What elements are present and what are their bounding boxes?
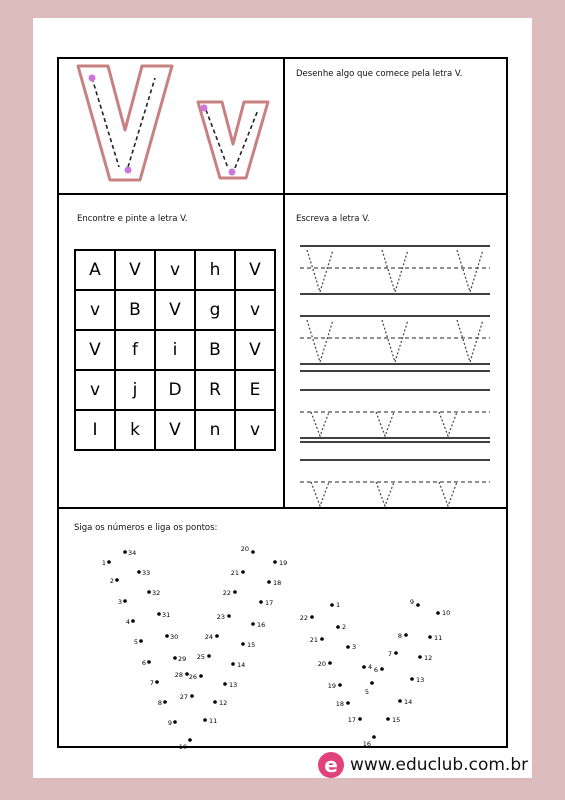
grid-cell[interactable]: j xyxy=(115,370,155,410)
dot-point[interactable] xyxy=(137,570,141,574)
grid-cell[interactable]: v xyxy=(235,290,275,330)
grid-cell[interactable]: i xyxy=(155,330,195,370)
dot-point[interactable] xyxy=(346,701,350,705)
trace-v-guide xyxy=(382,320,408,362)
grid-cell[interactable]: V xyxy=(235,250,275,290)
dot-label: 15 xyxy=(392,716,401,724)
panel-divider-top xyxy=(57,193,508,195)
grid-row xyxy=(75,370,275,410)
dot-label: 19 xyxy=(279,559,288,567)
educlub-logo-icon: e xyxy=(318,752,344,778)
dot-label: 34 xyxy=(128,549,137,557)
dot-label: 13 xyxy=(416,676,425,684)
dot-point[interactable] xyxy=(310,615,314,619)
dot-label: 3 xyxy=(117,598,122,606)
dot-label: 26 xyxy=(188,673,197,681)
grid-cell[interactable]: n xyxy=(195,410,235,450)
dot-label: 11 xyxy=(209,717,218,725)
dot-label: 2 xyxy=(342,623,347,631)
dot-label: 5 xyxy=(133,638,138,646)
grid-row xyxy=(75,330,275,370)
dot-label: 15 xyxy=(247,641,256,649)
grid-cell[interactable]: k xyxy=(115,410,155,450)
dot-point[interactable] xyxy=(227,614,231,618)
dot-label: 23 xyxy=(216,613,225,621)
dot-point[interactable] xyxy=(213,700,217,704)
dot-point[interactable] xyxy=(115,578,119,582)
dot-label: 22 xyxy=(299,614,308,622)
grid-cell[interactable]: V xyxy=(75,330,115,370)
dot-point[interactable] xyxy=(404,633,408,637)
dot-label: 2 xyxy=(109,577,114,585)
dot-label: 16 xyxy=(362,740,371,748)
dot-point[interactable] xyxy=(330,603,334,607)
dots-prompt: Siga os números e liga os pontos: xyxy=(74,523,218,533)
grid-cell[interactable]: B xyxy=(195,330,235,370)
trace-lowercase-v xyxy=(198,102,268,178)
dot-label: 24 xyxy=(204,633,213,641)
dot-label: 10 xyxy=(178,743,187,751)
dot-point[interactable] xyxy=(123,550,127,554)
dot-point[interactable] xyxy=(223,682,227,686)
dot-point[interactable] xyxy=(163,700,167,704)
dot-label: 14 xyxy=(404,698,413,706)
dot-point[interactable] xyxy=(380,667,384,671)
dot-label: 12 xyxy=(219,699,228,707)
grid-cell[interactable]: D xyxy=(155,370,195,410)
dot-label: 9 xyxy=(167,719,172,727)
dot-point[interactable] xyxy=(241,642,245,646)
dot-point[interactable] xyxy=(418,655,422,659)
grid-cell[interactable]: I xyxy=(75,410,115,450)
grid-cell[interactable]: v xyxy=(75,370,115,410)
writing-row[interactable] xyxy=(300,246,490,294)
dot-label: 14 xyxy=(237,661,246,669)
dot-label: 4 xyxy=(368,663,373,671)
dot-point[interactable] xyxy=(147,660,151,664)
grid-cell[interactable]: v xyxy=(155,250,195,290)
dot-label: 20 xyxy=(240,545,249,553)
dot-label: 7 xyxy=(149,679,154,687)
grid-row xyxy=(75,290,275,330)
dot-point[interactable] xyxy=(147,590,151,594)
dot-point[interactable] xyxy=(123,599,127,603)
dot-label: 27 xyxy=(179,693,188,701)
dot-point[interactable] xyxy=(398,699,402,703)
dot-point[interactable] xyxy=(436,611,440,615)
dot-point[interactable] xyxy=(107,560,111,564)
dot-point[interactable] xyxy=(139,639,143,643)
dot-point[interactable] xyxy=(233,590,237,594)
dot-point[interactable] xyxy=(416,603,420,607)
brand-url[interactable]: www.educlub.com.br xyxy=(350,755,529,775)
dot-label: 18 xyxy=(273,579,282,587)
trace-v-guide xyxy=(439,412,457,436)
dot-point[interactable] xyxy=(394,651,398,655)
dot-point[interactable] xyxy=(338,683,342,687)
draw-prompt: Desenhe algo que comece pela letra V. xyxy=(296,69,463,79)
grid-cell[interactable]: g xyxy=(195,290,235,330)
grid-cell[interactable]: V xyxy=(155,410,195,450)
dot-label: 16 xyxy=(257,621,266,629)
dot-label: 3 xyxy=(352,643,357,651)
dot-label: 6 xyxy=(141,659,146,667)
writing-row[interactable] xyxy=(300,316,490,364)
dot-point[interactable] xyxy=(358,717,362,721)
writing-practice-lines[interactable] xyxy=(300,240,500,500)
connect-dots-small-v[interactable] xyxy=(290,595,470,755)
grid-cell[interactable]: A xyxy=(75,250,115,290)
grid-row xyxy=(75,410,275,450)
dot-point[interactable] xyxy=(386,717,390,721)
trace-v-guide xyxy=(457,250,483,292)
dot-label: 4 xyxy=(125,618,130,626)
dot-label: 1 xyxy=(336,601,341,609)
dot-point[interactable] xyxy=(372,735,376,739)
dot-label: 9 xyxy=(409,598,414,606)
letter-grid xyxy=(74,249,276,451)
dot-point[interactable] xyxy=(410,677,414,681)
dot-point[interactable] xyxy=(362,665,366,669)
trace-v-guide xyxy=(307,320,333,362)
panel-divider-vertical xyxy=(283,57,285,508)
dot-label: 6 xyxy=(373,666,378,674)
dot-point[interactable] xyxy=(155,680,159,684)
dot-point[interactable] xyxy=(336,625,340,629)
dot-point[interactable] xyxy=(231,662,235,666)
dot-point[interactable] xyxy=(328,661,332,665)
dot-label: 21 xyxy=(230,569,239,577)
grid-cell[interactable]: R xyxy=(195,370,235,410)
dot-label: 31 xyxy=(162,611,171,619)
trace-v-guide xyxy=(376,412,394,436)
dot-label: 1 xyxy=(101,559,106,567)
dot-label: 7 xyxy=(387,650,392,658)
trace-v-guide xyxy=(382,250,408,292)
grid-cell[interactable]: V xyxy=(115,250,155,290)
dot-label: 13 xyxy=(229,681,238,689)
dot-label: 29 xyxy=(178,655,187,663)
grid-cell[interactable]: B xyxy=(115,290,155,330)
dot-point[interactable] xyxy=(207,654,211,658)
dot-label: 17 xyxy=(347,716,356,724)
dot-point[interactable] xyxy=(199,674,203,678)
connect-dots-big-v[interactable] xyxy=(95,540,295,760)
dot-label: 5 xyxy=(364,688,369,696)
trace-letters xyxy=(70,60,270,190)
dot-label: 30 xyxy=(170,633,179,641)
dot-point[interactable] xyxy=(251,550,255,554)
brand-footer xyxy=(318,752,528,778)
grid-cell[interactable]: E xyxy=(235,370,275,410)
grid-cell[interactable]: f xyxy=(115,330,155,370)
grid-row xyxy=(75,250,275,290)
dot-point[interactable] xyxy=(131,619,135,623)
dot-point[interactable] xyxy=(251,622,255,626)
dot-point[interactable] xyxy=(241,570,245,574)
dot-point[interactable] xyxy=(215,634,219,638)
write-prompt: Escreva a letra V. xyxy=(296,214,370,224)
dot-label: 10 xyxy=(442,609,451,617)
grid-cell[interactable]: V xyxy=(155,290,195,330)
dot-point[interactable] xyxy=(188,738,192,742)
trace-v-guide xyxy=(307,250,333,292)
dot-label: 8 xyxy=(397,632,402,640)
dot-label: 33 xyxy=(142,569,151,577)
grid-cell[interactable]: v xyxy=(75,290,115,330)
dot-point[interactable] xyxy=(185,672,189,676)
dot-point[interactable] xyxy=(173,656,177,660)
dot-point[interactable] xyxy=(267,580,271,584)
dot-point[interactable] xyxy=(190,694,194,698)
dot-point[interactable] xyxy=(173,720,177,724)
trace-v-guide xyxy=(457,320,483,362)
grid-cell[interactable]: v xyxy=(235,410,275,450)
dot-label: 21 xyxy=(309,636,318,644)
dot-label: 8 xyxy=(157,699,162,707)
dot-label: 18 xyxy=(335,700,344,708)
dot-point[interactable] xyxy=(346,645,350,649)
dot-point[interactable] xyxy=(165,634,169,638)
dot-label: 17 xyxy=(265,599,274,607)
dot-label: 22 xyxy=(222,589,231,597)
dot-label: 19 xyxy=(327,682,336,690)
dot-point[interactable] xyxy=(428,635,432,639)
grid-cell[interactable]: V xyxy=(235,330,275,370)
dot-point[interactable] xyxy=(203,718,207,722)
find-prompt: Encontre e pinte a letra V. xyxy=(77,214,188,224)
trace-v-guide xyxy=(311,412,329,436)
dot-point[interactable] xyxy=(157,612,161,616)
grid-cell[interactable]: h xyxy=(195,250,235,290)
dot-label: 20 xyxy=(317,660,326,668)
dot-label: 28 xyxy=(174,671,183,679)
dot-label: 32 xyxy=(152,589,161,597)
dot-point[interactable] xyxy=(370,681,374,685)
dot-label: 11 xyxy=(434,634,443,642)
dot-point[interactable] xyxy=(273,560,277,564)
dot-point[interactable] xyxy=(259,600,263,604)
trace-uppercase-v xyxy=(78,66,172,180)
dot-point[interactable] xyxy=(320,637,324,641)
dot-label: 25 xyxy=(196,653,205,661)
dot-label: 12 xyxy=(424,654,433,662)
